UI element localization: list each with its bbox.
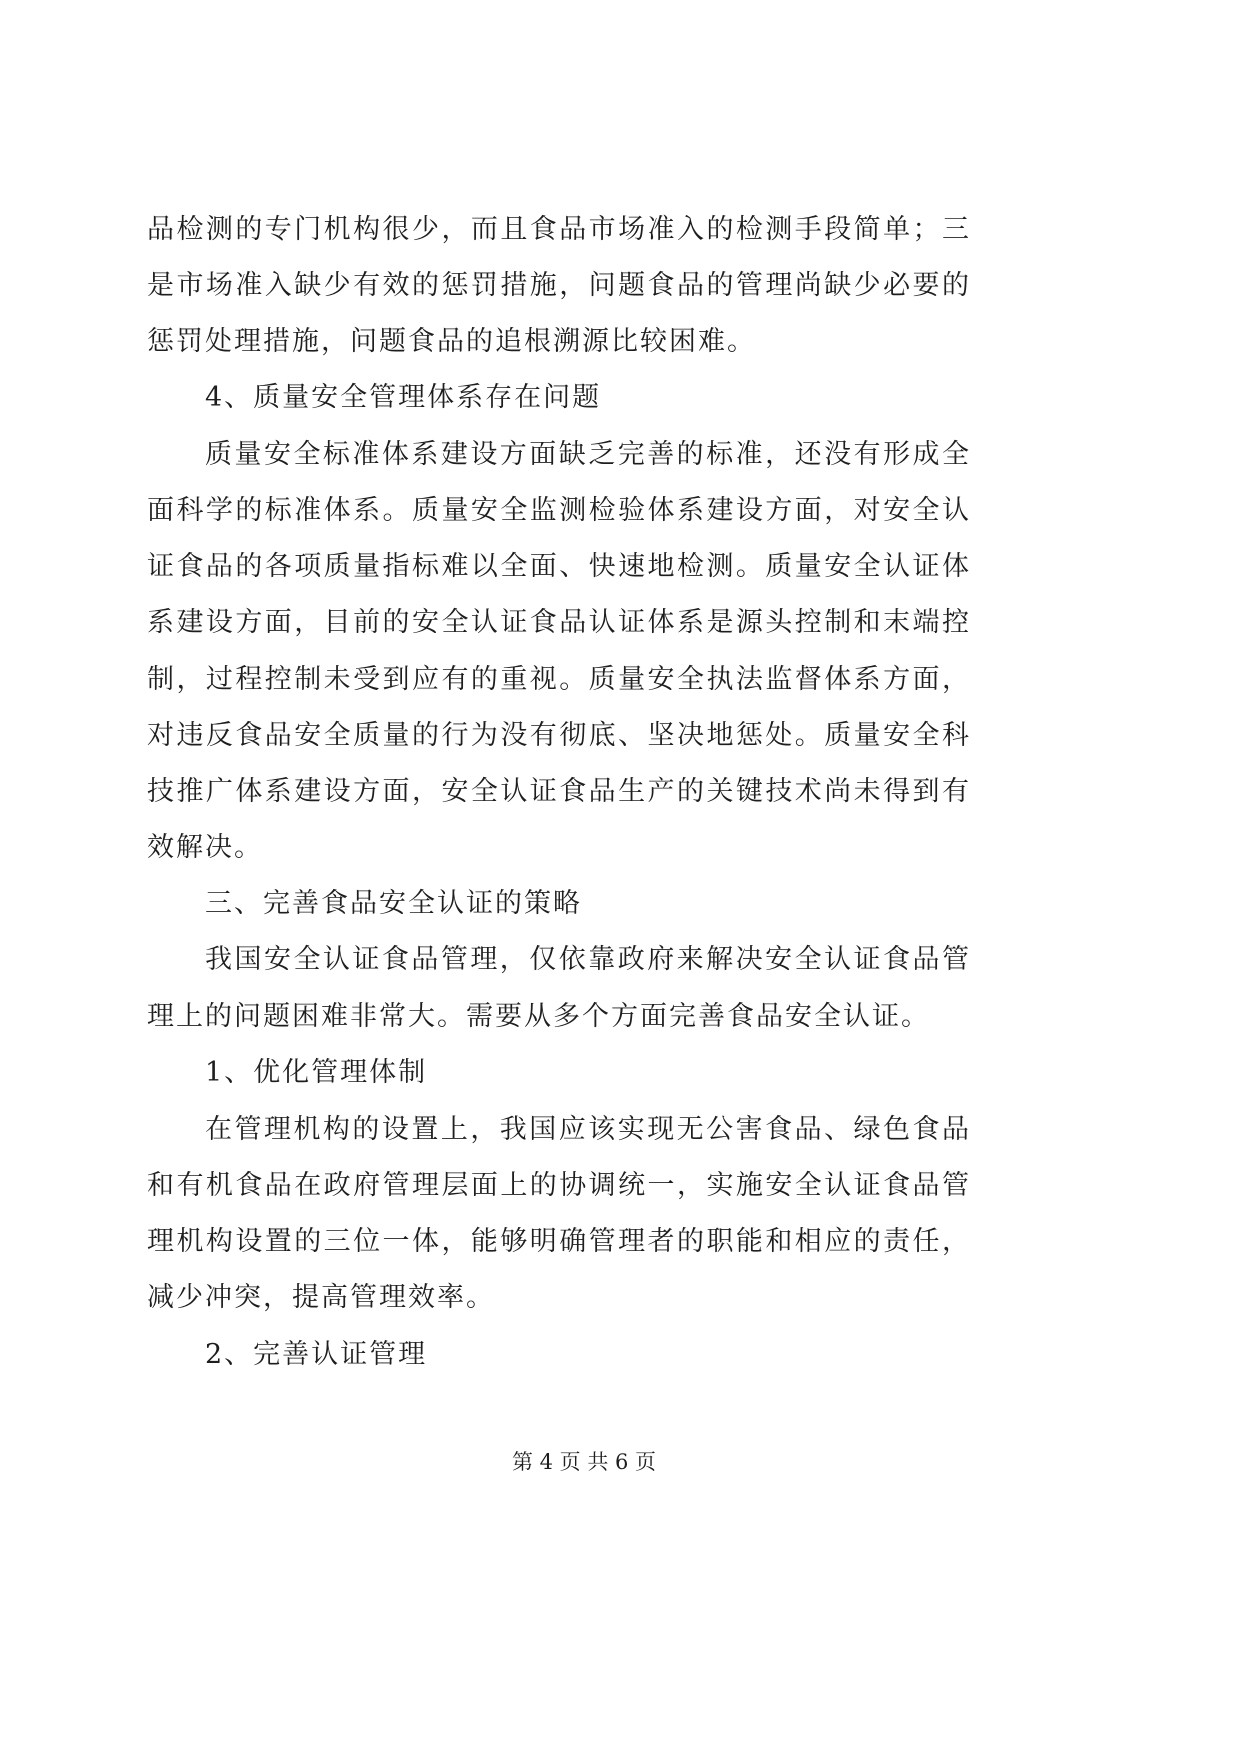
paragraph-line: 惩罚处理措施，问题食品的追根溯源比较困难。 bbox=[147, 326, 756, 357]
section-heading: 2、完善认证管理 bbox=[205, 1339, 428, 1370]
paragraph-line: 效解决。 bbox=[147, 832, 263, 863]
page-footer: 第 4 页 共 6 页 bbox=[511, 1450, 657, 1474]
paragraph-line: 是市场准入缺少有效的惩罚措施，问题食品的管理尚缺少必要的 bbox=[147, 270, 971, 301]
paragraph-line: 证食品的各项质量指标难以全面、快速地检测。质量安全认证体 bbox=[147, 551, 971, 582]
paragraph-line: 减少冲突，提高管理效率。 bbox=[147, 1282, 495, 1313]
paragraph-line: 对违反食品安全质量的行为没有彻底、坚决地惩处。质量安全科 bbox=[147, 720, 971, 751]
paragraph-line: 我国安全认证食品管理，仅依靠政府来解决安全认证食品管 bbox=[205, 944, 971, 975]
paragraph-line: 品检测的专门机构很少，而且食品市场准入的检测手段简单；三 bbox=[147, 214, 971, 245]
paragraph-line: 制，过程控制未受到应有的重视。质量安全执法监督体系方面， bbox=[147, 664, 971, 695]
paragraph-line: 技推广体系建设方面，安全认证食品生产的关键技术尚未得到有 bbox=[147, 776, 971, 807]
paragraph-line: 面科学的标准体系。质量安全监测检验体系建设方面，对安全认 bbox=[147, 495, 971, 526]
paragraph-line: 在管理机构的设置上，我国应该实现无公害食品、绿色食品 bbox=[205, 1114, 971, 1145]
paragraph-line: 理机构设置的三位一体，能够明确管理者的职能和相应的责任， bbox=[147, 1226, 971, 1257]
paragraph-line: 和有机食品在政府管理层面上的协调统一，实施安全认证食品管 bbox=[147, 1170, 971, 1201]
paragraph-line: 理上的问题困难非常大。需要从多个方面完善食品安全认证。 bbox=[147, 1001, 930, 1032]
paragraph-line: 系建设方面，目前的安全认证食品认证体系是源头控制和末端控 bbox=[147, 607, 971, 638]
section-heading: 1、优化管理体制 bbox=[205, 1057, 428, 1088]
paragraph-line: 质量安全标准体系建设方面缺乏完善的标准，还没有形成全 bbox=[205, 439, 971, 470]
section-heading: 4、质量安全管理体系存在问题 bbox=[205, 382, 602, 413]
section-heading: 三、完善食品安全认证的策略 bbox=[205, 888, 582, 919]
